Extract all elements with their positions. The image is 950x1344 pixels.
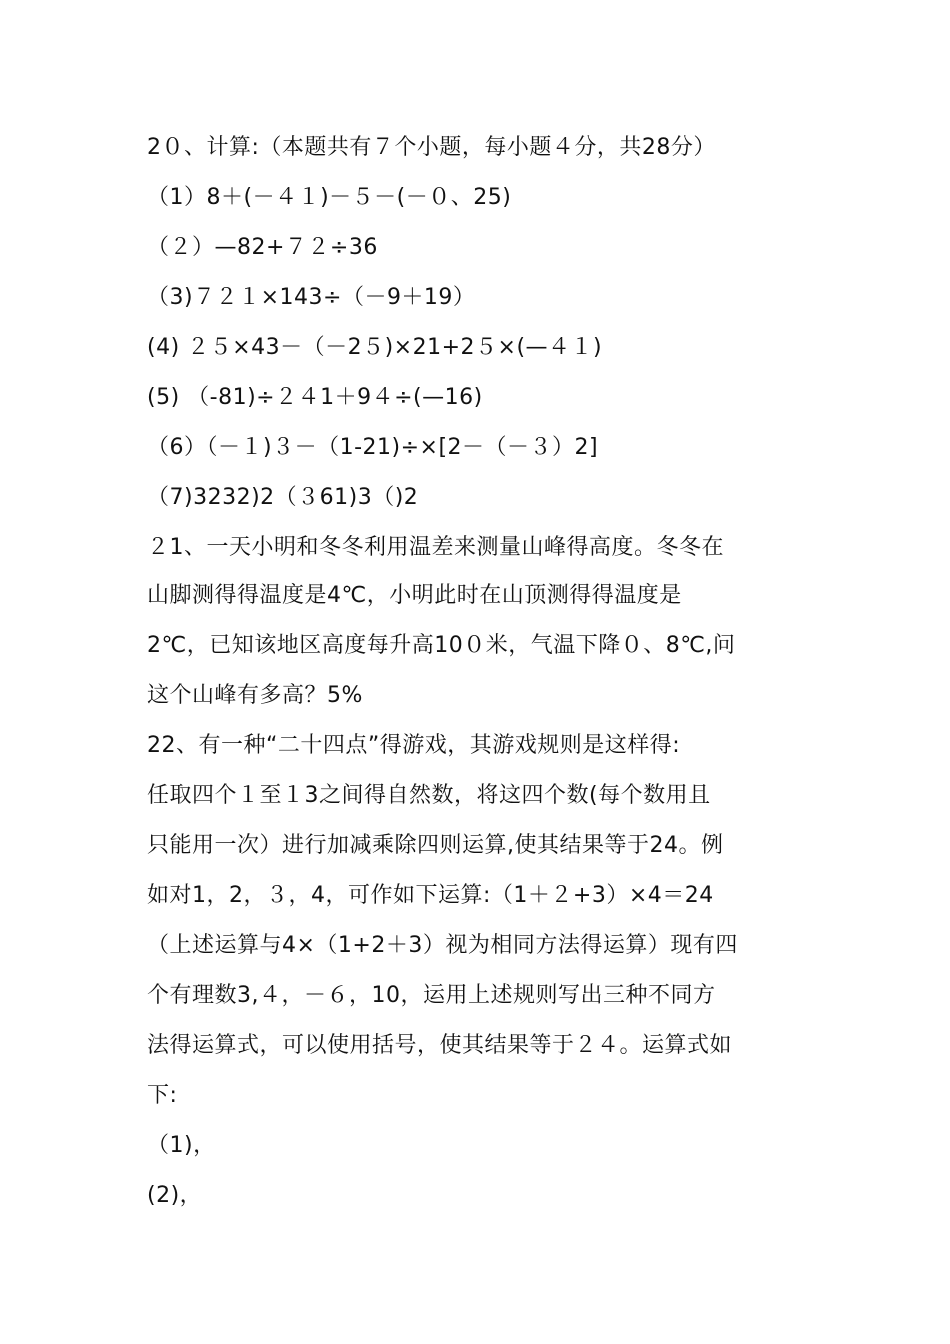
- q22-line-2: 任取四个１至１3之间得自然数，将这四个数(每个数用且: [147, 783, 711, 808]
- q22-line-1: 22、有一种“二十四点”得游戏，其游戏规则是这样得:: [147, 733, 681, 758]
- q20-item-4: (4) ２５×43－（－2５)×21+2５×(—４１): [147, 335, 603, 360]
- q20-item-5: (5) （-81)÷２４1＋9４÷(—16): [147, 385, 483, 410]
- q22-line-5: （上述运算与4×（1+2＋3）视为相同方法得运算）现有四: [147, 933, 738, 958]
- q22-answer-2: (2)，: [147, 1183, 203, 1208]
- q22-answer-1: （1)，: [147, 1133, 216, 1158]
- q22-line-8: 下:: [147, 1083, 178, 1108]
- q20-heading: 2０、计算:（本题共有７个小题，每小题４分，共28分）: [147, 135, 716, 160]
- q22-line-6: 个有理数3,４，－６，10，运用上述规则写出三种不同方: [147, 983, 716, 1008]
- q20-item-2: （２）—82+７２÷36: [147, 235, 378, 260]
- q21-line-4: 这个山峰有多高？5%: [147, 683, 363, 708]
- q22-line-3: 只能用一次）进行加减乘除四则运算,使其结果等于24。例: [147, 833, 724, 858]
- q22-line-4: 如对1，2，３，4，可作如下运算:（1＋２+3）×4＝24: [147, 883, 714, 908]
- q20-item-3: （3)７２１×143÷（－9＋19）: [147, 285, 476, 310]
- q21-line-1: ２1、一天小明和冬冬利用温差来测量山峰得高度。冬冬在: [147, 535, 724, 560]
- q20-item-6: （6）（－１)３－（1-21)÷×[2－（－３）2]: [147, 435, 599, 460]
- q21-line-3: 2℃，已知该地区高度每升高10０米，气温下降０、8℃,问: [147, 633, 736, 658]
- q20-item-7: （7)3232)2（３61)3（)2: [147, 485, 419, 510]
- q22-line-7: 法得运算式，可以使用括号，使其结果等于２４。运算式如: [147, 1033, 733, 1058]
- q20-item-1: （1）8＋(－４１)－５－(－０、25): [147, 185, 512, 210]
- q21-line-2: 山脚测得得温度是4℃，小明此时在山顶测得得温度是: [147, 583, 682, 608]
